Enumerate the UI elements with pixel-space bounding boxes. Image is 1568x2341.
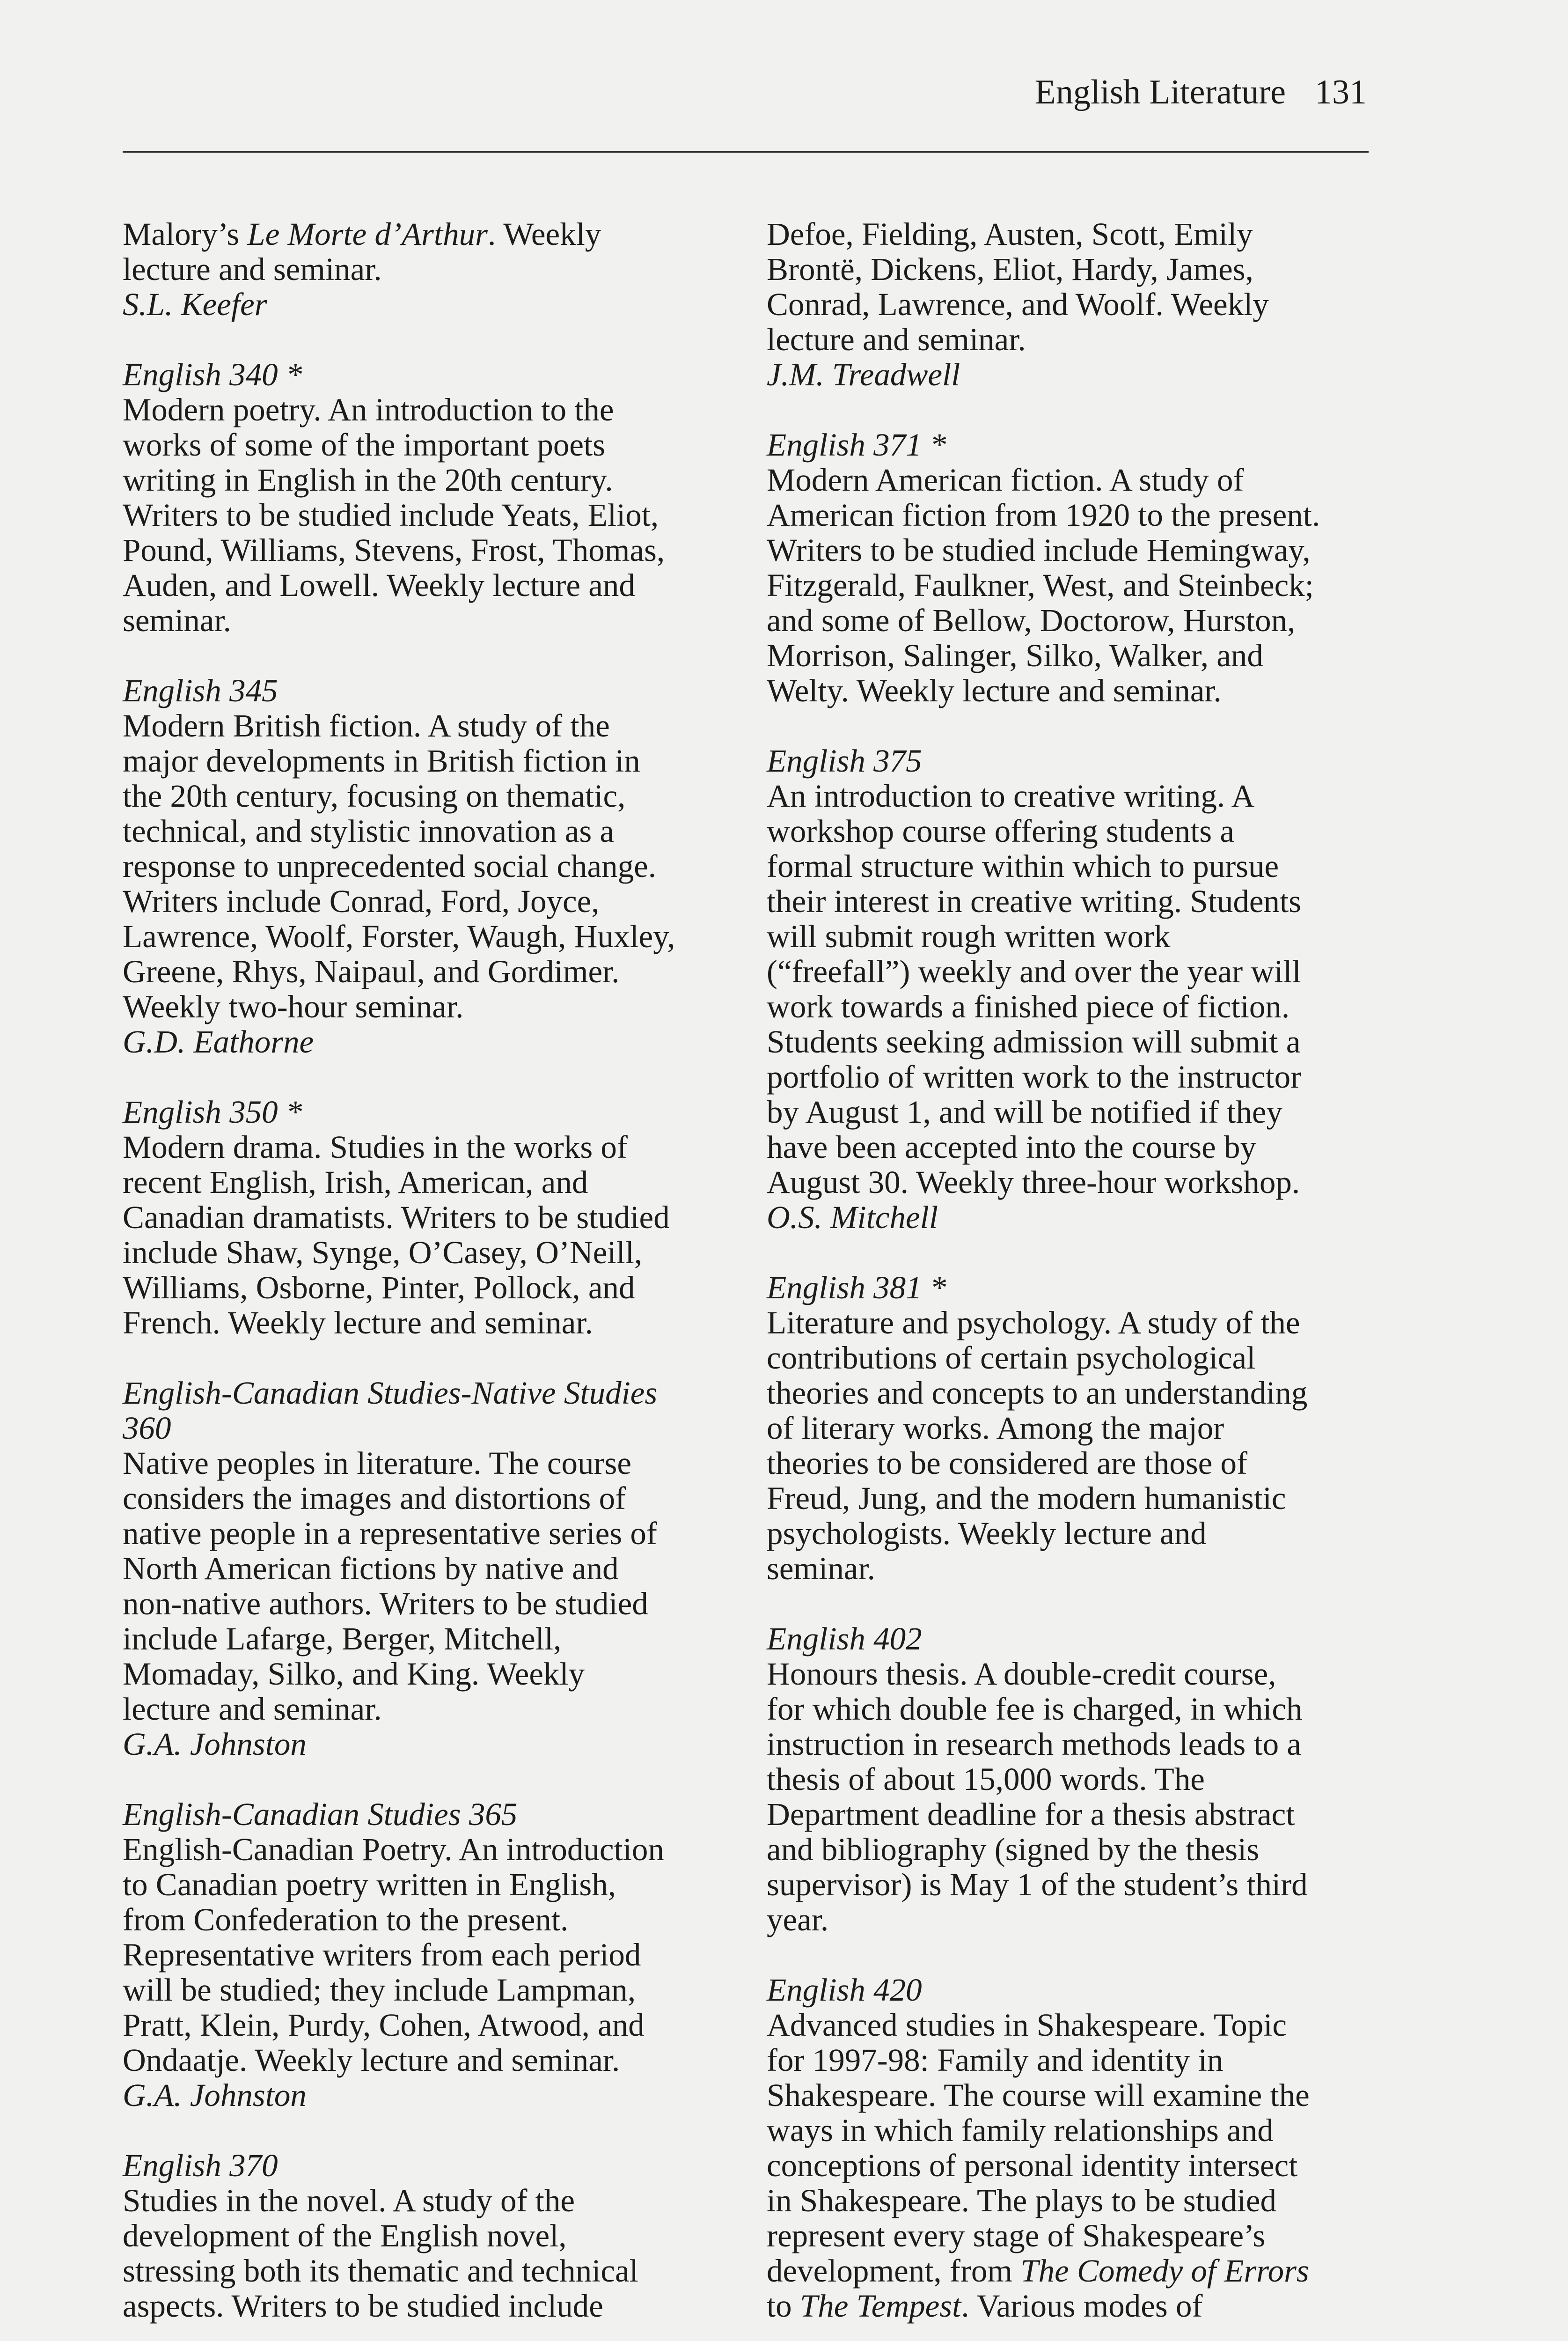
course-description-line: of literary works. Among the major: [767, 1410, 1224, 1446]
instructor-name: G.A. Johnston: [123, 1726, 307, 1762]
course-description-line: Department deadline for a thesis abstract: [767, 1796, 1295, 1832]
course-description-line: Studies in the novel. A study of the: [123, 2183, 575, 2218]
course-title: English 420: [767, 1972, 922, 2008]
course-description-line: thesis of about 15,000 words. The: [767, 1761, 1205, 1797]
course-description-line: ways in which family relationships and: [767, 2113, 1274, 2148]
course-description-line: response to unprecedented social change.: [123, 848, 656, 884]
course-description-line: from Confederation to the present.: [123, 1902, 569, 1937]
instructor-name: O.S. Mitchell: [767, 1200, 938, 1235]
course-entry: [123, 1095, 731, 1340]
course-description-line: Pratt, Klein, Purdy, Cohen, Atwood, and: [123, 2007, 645, 2043]
course-description-line: native people in a representative series of: [123, 1516, 657, 1551]
course-title: English 350 *: [123, 1094, 302, 1130]
course-entry: [767, 1973, 1375, 2324]
course-description-line: French. Weekly lecture and seminar.: [123, 1305, 593, 1340]
course-description-line: will be studied; they include Lampman,: [123, 1972, 636, 2008]
work-title: The Comedy of Errors: [1020, 2253, 1309, 2289]
course-description-line: American fiction from 1920 to the present.: [767, 497, 1320, 533]
course-description-line: supervisor) is May 1 of the student’s third: [767, 1867, 1308, 1902]
course-description-line: works of some of the important poets: [123, 427, 605, 463]
course-title: English-Canadian Studies 365: [123, 1796, 518, 1832]
course-title: English-Canadian Studies-Native Studies: [123, 1375, 658, 1411]
course-description-line: August 30. Weekly three-hour workshop.: [767, 1164, 1300, 1200]
course-description-line: theories and concepts to an understanding: [767, 1375, 1308, 1411]
course-description-line: Modern American fiction. A study of: [767, 462, 1244, 498]
course-description-line: contributions of certain psychological: [767, 1340, 1256, 1376]
course-description-line: lecture and seminar.: [123, 251, 382, 287]
course-description-line: (“freefall”) weekly and over the year will: [767, 954, 1301, 989]
course-description-line: Weekly two-hour seminar.: [123, 989, 464, 1024]
running-head: English Literature: [1034, 73, 1286, 111]
course-description-line: Writers to be studied include Yeats, Eliot,: [123, 497, 659, 533]
course-description-line: Representative writers from each period: [123, 1937, 641, 1973]
course-entry: [767, 427, 1375, 708]
course-description-line: Freud, Jung, and the modern humanistic: [767, 1480, 1286, 1516]
course-description-line: seminar.: [123, 603, 231, 638]
course-description-line: stressing both its thematic and technical: [123, 2253, 638, 2289]
page-number: 131: [1315, 73, 1367, 111]
instructor-name: J.M. Treadwell: [767, 357, 960, 392]
course-description-line: recent English, Irish, American, and: [123, 1164, 588, 1200]
course-entry: [767, 744, 1375, 1235]
course-description-line: Momaday, Silko, and King. Weekly: [123, 1656, 585, 1692]
course-entry: [123, 1797, 731, 2113]
course-description-line: for which double fee is charged, in which: [767, 1691, 1303, 1727]
course-description-line: workshop course offering students a: [767, 813, 1235, 849]
course-description-line: Greene, Rhys, Naipaul, and Gordimer.: [123, 954, 620, 989]
course-description-line: Literature and psychology. A study of the: [767, 1305, 1300, 1340]
course-description-line: include Lafarge, Berger, Mitchell,: [123, 1621, 562, 1656]
course-description-line: lecture and seminar.: [767, 322, 1026, 357]
course-description-line: Morrison, Salinger, Silko, Walker, and: [767, 638, 1263, 673]
course-description-line: Lawrence, Woolf, Forster, Waugh, Huxley,: [123, 919, 675, 954]
course-title: English 381 *: [767, 1270, 946, 1305]
course-description-line: to The Tempest. Various modes of: [767, 2288, 1203, 2324]
course-entry: [123, 2148, 731, 2324]
course-description-line: considers the images and distortions of: [123, 1480, 626, 1516]
course-description-line: Modern drama. Studies in the works of: [123, 1129, 628, 1165]
course-description-line: the 20th century, focusing on thematic,: [123, 778, 626, 814]
header-rule: [123, 151, 1369, 153]
course-entry: [123, 1376, 731, 1762]
instructor-name: G.A. Johnston: [123, 2077, 307, 2113]
course-description-line: and bibliography (signed by the thesis: [767, 1832, 1260, 1867]
course-description-line: their interest in creative writing. Students: [767, 883, 1302, 919]
course-description-line: aspects. Writers to be studied include: [123, 2288, 603, 2324]
course-description-line: North American fictions by native and: [123, 1551, 619, 1586]
work-title: The Tempest: [799, 2288, 961, 2324]
course-description-line: to Canadian poetry written in English,: [123, 1867, 616, 1902]
course-description-line: Welty. Weekly lecture and seminar.: [767, 673, 1222, 708]
instructor-name: S.L. Keefer: [123, 287, 267, 322]
course-description-line: English-Canadian Poetry. An introduction: [123, 1832, 664, 1867]
course-description-line: Pound, Williams, Stevens, Frost, Thomas,: [123, 532, 665, 568]
course-title: English 345: [123, 673, 278, 708]
course-description-line: instruction in research methods leads to a: [767, 1726, 1302, 1762]
course-description-line: represent every stage of Shakespeare’s: [767, 2218, 1266, 2253]
course-description-line: by August 1, and will be notified if they: [767, 1094, 1282, 1130]
course-description-line: will submit rough written work: [767, 919, 1171, 954]
course-description-line: lecture and seminar.: [123, 1691, 382, 1727]
course-description-line: conceptions of personal identity intersect: [767, 2148, 1298, 2183]
course-description-line: Brontë, Dickens, Eliot, Hardy, James,: [767, 251, 1253, 287]
course-title: English 371 *: [767, 427, 946, 463]
course-description-line: Advanced studies in Shakespeare. Topic: [767, 2007, 1287, 2043]
course-description-line: Writers to be studied include Hemingway,: [767, 532, 1311, 568]
instructor-name: G.D. Eathorne: [123, 1024, 314, 1060]
course-description-line: major developments in British fiction in: [123, 743, 640, 779]
course-description-line: Auden, and Lowell. Weekly lecture and: [123, 567, 635, 603]
course-description-line: psychologists. Weekly lecture and: [767, 1516, 1207, 1551]
course-description-line: Williams, Osborne, Pinter, Pollock, and: [123, 1270, 635, 1305]
course-description-line: Malory’s Le Morte d’Arthur. Weekly: [123, 216, 601, 252]
course-description-line: Conrad, Lawrence, and Woolf. Weekly: [767, 287, 1269, 322]
course-description-line: Modern British fiction. A study of the: [123, 708, 610, 744]
course-description-line: Modern poetry. An introduction to the: [123, 392, 614, 427]
course-description-line: Writers include Conrad, Ford, Joyce,: [123, 883, 600, 919]
course-description-line: portfolio of written work to the instructor: [767, 1059, 1302, 1095]
course-description-line: Students seeking admission will submit a: [767, 1024, 1301, 1060]
course-description-line: work towards a finished piece of fiction.: [767, 989, 1290, 1024]
course-description-line: Fitzgerald, Faulkner, West, and Steinbeck;: [767, 567, 1314, 603]
course-entry: [767, 217, 1375, 392]
page-header: [1035, 75, 1367, 110]
course-entry: [767, 1270, 1375, 1586]
course-description-line: writing in English in the 20th century.: [123, 462, 613, 498]
course-description-line: and some of Bellow, Doctorow, Hurston,: [767, 603, 1296, 638]
course-description-line: have been accepted into the course by: [767, 1129, 1257, 1165]
course-description-line: theories to be considered are those of: [767, 1445, 1247, 1481]
course-description-line: for 1997-98: Family and identity in: [767, 2042, 1224, 2078]
course-description-line: technical, and stylistic innovation as a: [123, 813, 615, 849]
course-title: English 402: [767, 1621, 922, 1656]
course-description-line: development of the English novel,: [123, 2218, 567, 2253]
course-description-line: non-native authors. Writers to be studied: [123, 1586, 648, 1621]
course-title: English 340 *: [123, 357, 302, 392]
course-description-line: year.: [767, 1902, 829, 1937]
course-description-line: development, from The Comedy of Errors: [767, 2253, 1309, 2289]
course-entry: [123, 217, 731, 322]
course-description-line: in Shakespeare. The plays to be studied: [767, 2183, 1277, 2218]
course-description-line: Ondaatje. Weekly lecture and seminar.: [123, 2042, 620, 2078]
course-description-line: Canadian dramatists. Writers to be studied: [123, 1200, 670, 1235]
course-description-line: Shakespeare. The course will examine the: [767, 2077, 1310, 2113]
left-column: [123, 217, 731, 2341]
course-entry: [767, 1621, 1375, 1937]
course-title: 360: [123, 1410, 171, 1446]
course-title: English 370: [123, 2148, 278, 2183]
course-description-line: formal structure within which to pursue: [767, 848, 1279, 884]
course-description-line: include Shaw, Synge, O’Casey, O’Neill,: [123, 1235, 643, 1270]
right-column: [767, 217, 1375, 2341]
course-description-line: Native peoples in literature. The course: [123, 1445, 631, 1481]
course-description-line: Honours thesis. A double-credit course,: [767, 1656, 1276, 1692]
work-title: Le Morte d’Arthur: [247, 216, 488, 252]
course-description-line: seminar.: [767, 1551, 875, 1586]
course-entry: [123, 673, 731, 1060]
course-description-line: Defoe, Fielding, Austen, Scott, Emily: [767, 216, 1253, 252]
course-description-line: An introduction to creative writing. A: [767, 778, 1255, 814]
course-title: English 375: [767, 743, 922, 779]
course-entry: [123, 357, 731, 638]
